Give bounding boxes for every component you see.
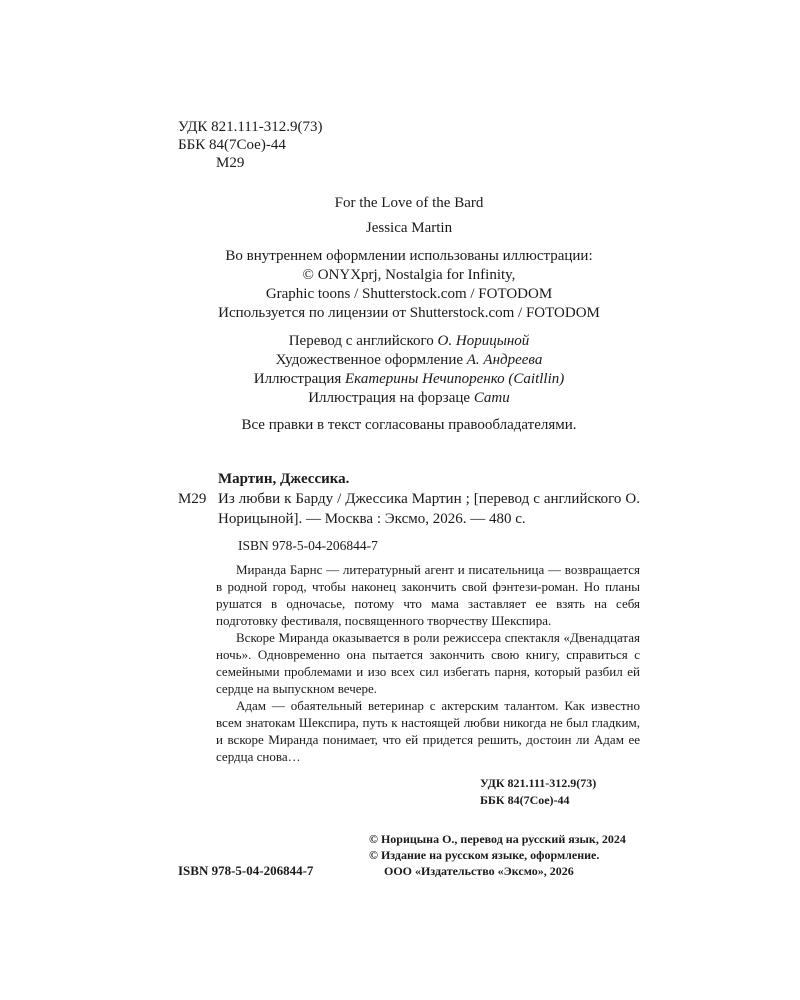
annotation-paragraph: Миранда Барнс — литературный агент и писательница — возвращается в родной город, чтобы наконец закончить свой фэнтези-роман. Но планы рушатся в одночасье, потому что мама заставляет ее взять на себя подготовку фестиваля, посвященного творчеству Шекспира. (216, 562, 640, 628)
rights-note-text: Все правки в текст согласованы правообладателями. (241, 417, 577, 433)
illustrations-credits (138, 247, 680, 323)
entry-code: М29 (178, 491, 207, 507)
imprint-page (178, 118, 640, 879)
annotation-paragraph: Адам — обаятельный ветеринар с актерским талантом. Как известно всем знатокам Шекспира, путь к настоящей любви никогда не был гладким, и вскоре Миранда понимает, что ей придется решить, достоин ли Адам ее сердца снова… (216, 698, 640, 764)
udk-code: УДК 821.111-312.9(73) (178, 119, 323, 135)
people-credits (138, 332, 680, 408)
entry-isbn: ISBN 978-5-04-206844-7 (238, 538, 378, 553)
udk-code: УДК 821.111-312.9(73) (480, 776, 597, 790)
rights-note (138, 416, 680, 435)
bottom-isbn: ISBN 978-5-04-206844-7 (178, 863, 314, 878)
classification-block (178, 118, 640, 172)
copyright-block (369, 831, 626, 879)
bottom-classification (178, 775, 640, 809)
entry-description: Из любви к Барду / Джессика Мартин ; [перевод с английского О. Норицыной]. — Москва : Эксмо, 2026. — 480 с. (218, 491, 640, 527)
illustrations-line: © ONYXprj, Nostalgia for Infinity, (302, 267, 516, 283)
illustration-credit: Иллюстрация Екатерины Нечипоренко (Caitllin) (253, 371, 565, 387)
illustrations-line: Во внутреннем оформлении использованы иллюстрации: (225, 248, 593, 264)
endpaper-credit: Иллюстрация на форзаце Сати (308, 390, 510, 406)
copyright-line: © Издание на русском языке, оформление. (369, 848, 600, 862)
design-credit: Художественное оформление А. Андреева (275, 352, 543, 368)
original-title-block (138, 194, 680, 238)
illustrations-line: Graphic toons / Shutterstock.com / FOTODOM (265, 286, 553, 302)
copyright-line: ООО «Издательство «Эксмо», 2026 (384, 864, 574, 878)
catalog-entry (178, 469, 640, 529)
bbk-code: ББК 84(7Сое)-44 (480, 793, 570, 807)
bbk-code: ББК 84(7Сое)-44 (178, 137, 286, 153)
original-title: For the Love of the Bard (334, 195, 484, 211)
annotation-paragraph: Вскоре Миранда оказывается в роли режиссера спектакля «Двенадцатая ночь». Одновременно она пытается закончить свою книгу, справиться с семейными проблемами и изо всех сил избегать парня, который разбил ей сердце на выпускном вечере. (216, 630, 640, 696)
original-author: Jessica Martin (365, 220, 453, 236)
bottom-row (178, 831, 640, 879)
author-mark: М29 (216, 155, 245, 171)
translator-credit: Перевод с английского О. Норицыной (288, 333, 530, 349)
illustrations-line: Используется по лицензии от Shutterstock.com / FOTODOM (218, 305, 600, 321)
copyright-line: © Норицына О., перевод на русский язык, 2024 (369, 832, 626, 846)
annotation (216, 561, 640, 765)
entry-heading: Мартин, Джессика. (218, 471, 350, 487)
